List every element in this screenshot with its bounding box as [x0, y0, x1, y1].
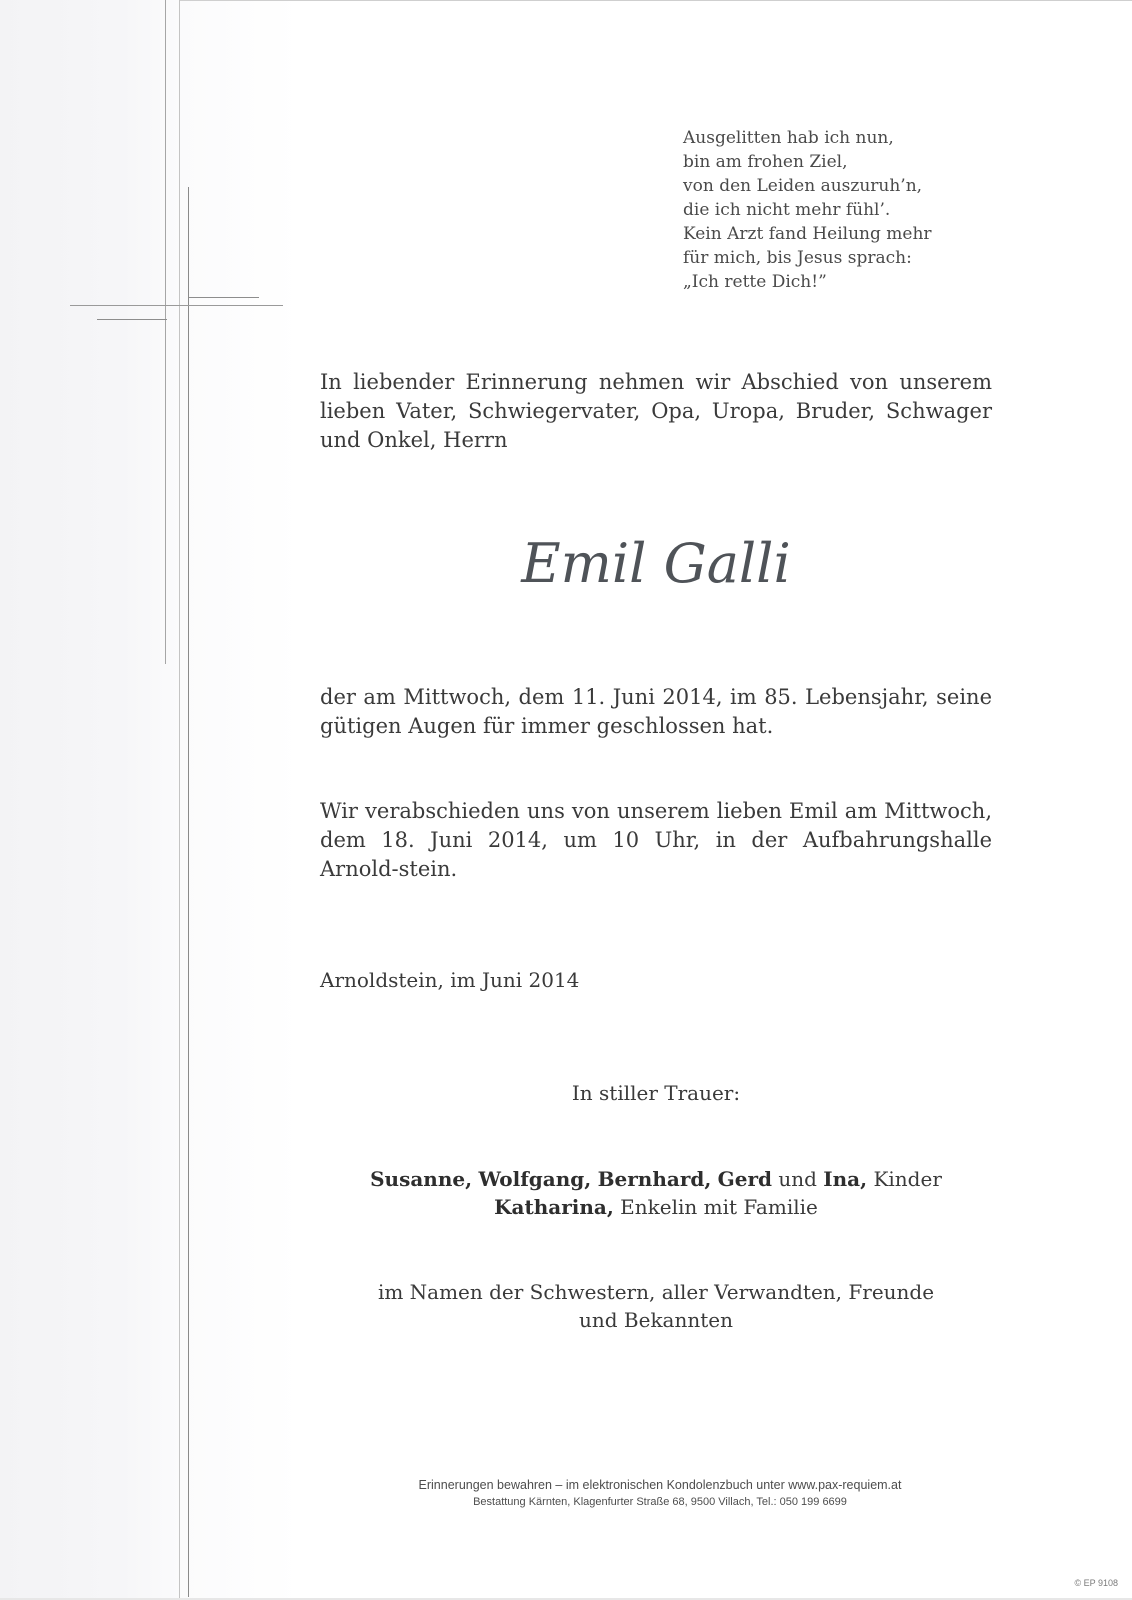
poem-line: von den Leiden auszuruh’n, — [683, 176, 923, 196]
poem-line: für mich, bis Jesus sprach: — [683, 248, 912, 268]
family-member-name: Susanne, — [370, 1167, 473, 1191]
intro-paragraph: In liebender Erinnerung nehmen wir Abschied von unserem lieben Vater, Schwiegervater, Opa, Uropa, Bruder, Schwager und Onkel, Herrn — [320, 370, 992, 452]
footer-condolence-line: Erinnerungen bewahren – im elektronischen Kondolenzbuch unter www.pax-requiem.at — [418, 1478, 902, 1492]
farewell-paragraph: Wir verabschieden uns von unserem lieben Emil am Mittwoch, dem 18. Juni 2014, um 10 Uhr, in der Aufbahrungshalle Arnold-stein. — [320, 799, 992, 881]
top-border-line — [180, 0, 1132, 1]
poem-line: die ich nicht mehr fühl’. — [683, 200, 891, 220]
family-member-name: Katharina, — [494, 1195, 614, 1219]
death-notice-paragraph: der am Mittwoch, dem 11. Juni 2014, im 85. Lebensjahr, seine gütigen Augen für immer geschlossen hat. — [320, 685, 992, 738]
family-member-name: Ina, — [823, 1167, 868, 1191]
footer — [320, 1477, 1000, 1510]
family-member-name: Gerd — [717, 1167, 772, 1191]
print-code: © EP 9108 — [1074, 1578, 1118, 1588]
place-and-date: Arnoldstein, im Juni 2014 — [320, 968, 580, 992]
poem-line: Kein Arzt fand Heilung mehr — [683, 224, 932, 244]
family-text: und — [772, 1167, 824, 1191]
family-names — [320, 1165, 992, 1221]
poem — [683, 126, 932, 294]
on-behalf-line: im Namen der Schwestern, aller Verwandten, Freunde — [377, 1280, 935, 1304]
family-member-name: Bernhard, — [597, 1167, 712, 1191]
family-line-children — [320, 1165, 992, 1193]
mourning-heading: In stiller Trauer: — [571, 1081, 741, 1105]
family-line-grandchild — [320, 1193, 992, 1221]
on-behalf-line: und Bekannten — [578, 1308, 733, 1332]
on-behalf-text — [320, 1278, 992, 1334]
poem-line: bin am frohen Ziel, — [683, 152, 848, 172]
footer-address-line: Bestattung Kärnten, Klagenfurter Straße 68, 9500 Villach, Tel.: 050 199 6699 — [473, 1496, 847, 1508]
poem-line: „Ich rette Dich!” — [683, 272, 827, 292]
family-text: Enkelin mit Familie — [613, 1195, 818, 1219]
deceased-name: Emil Galli — [521, 532, 791, 595]
family-text: Kinder — [867, 1167, 942, 1191]
poem-line: Ausgelitten hab ich nun, — [683, 128, 894, 148]
family-member-name: Wolfgang, — [478, 1167, 592, 1191]
